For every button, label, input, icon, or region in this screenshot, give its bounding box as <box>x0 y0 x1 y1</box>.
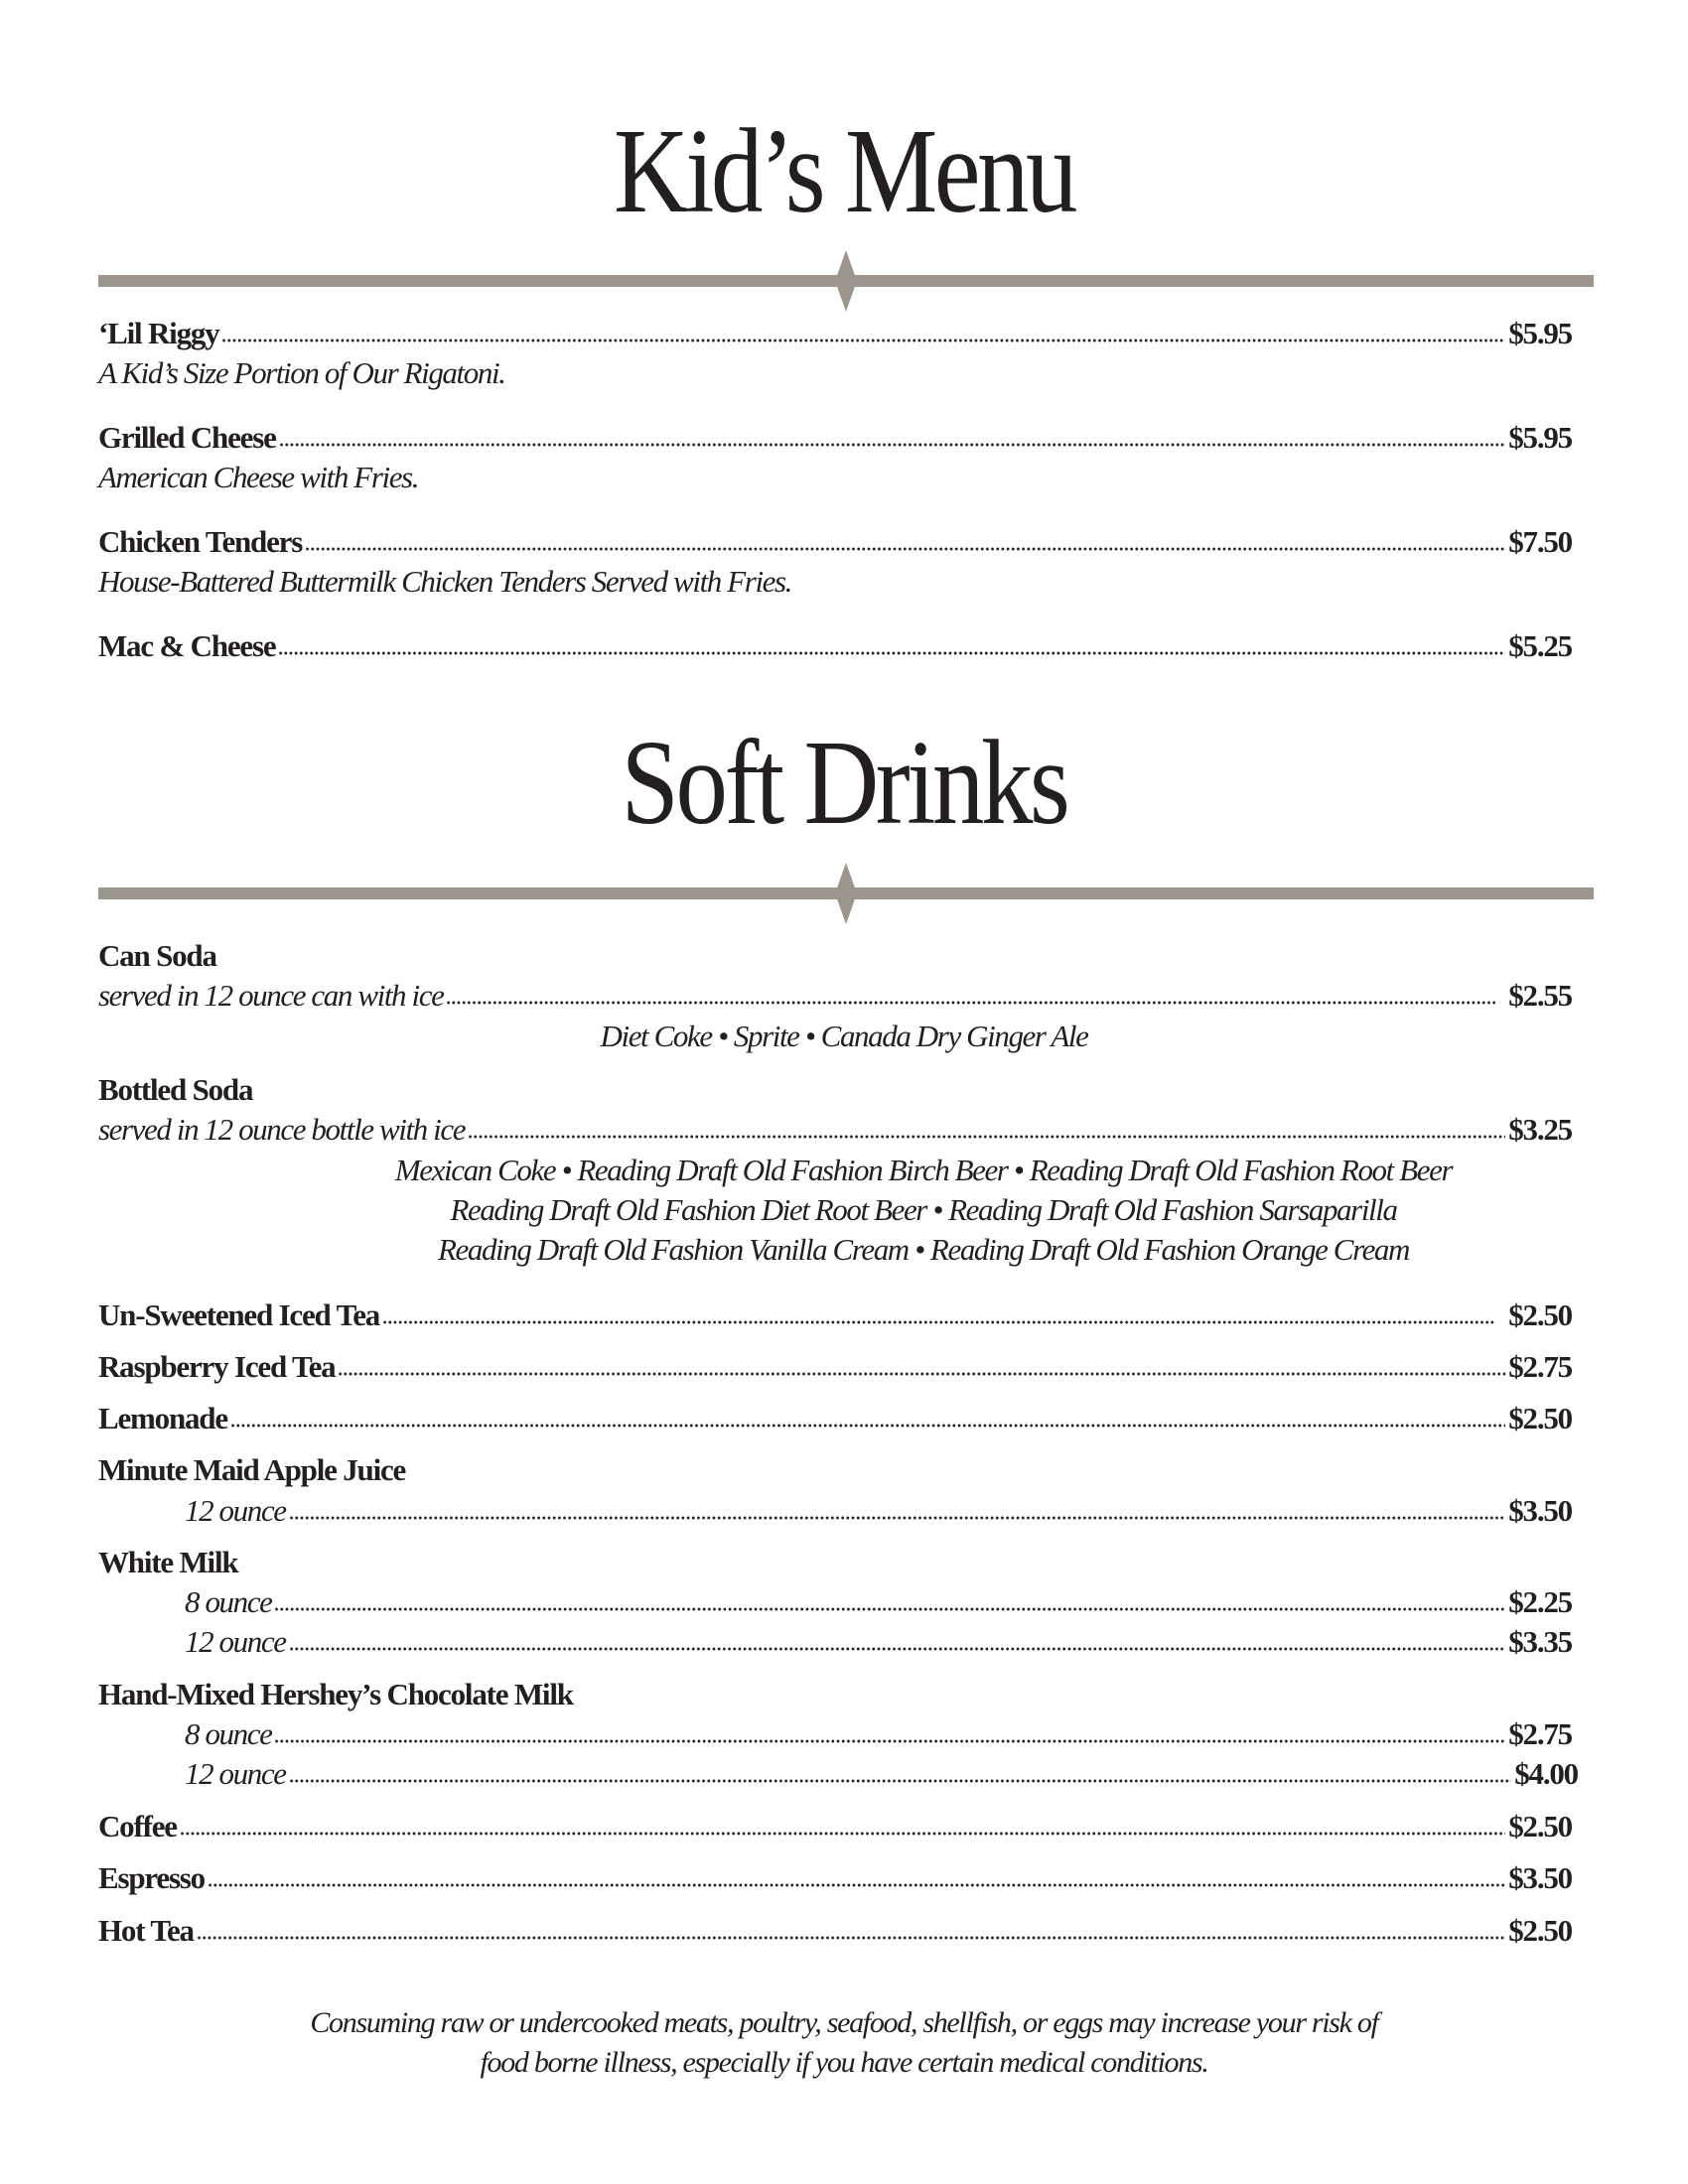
item-price: $2.25 <box>1508 1584 1572 1619</box>
size-label: 8 ounce <box>185 1716 272 1751</box>
item-name: Chicken Tenders <box>98 524 303 559</box>
item-price: $3.50 <box>1508 1493 1572 1528</box>
serving-description: served in 12 ounce bottle with ice <box>98 1112 466 1147</box>
size-label: 12 ounce <box>185 1624 286 1659</box>
item-price: $5.25 <box>1508 628 1572 663</box>
bottled-soda-options-line: Mexican Coke • Reading Draft Old Fashion Birch Beer • Reading Draft Old Fashion Root Beer <box>394 1153 1453 1187</box>
item-description: A Kid’s Size Portion of Our Rigatoni. <box>98 355 505 390</box>
item-price: $3.50 <box>1508 1860 1572 1895</box>
section-divider <box>98 887 1594 899</box>
dot-leader <box>468 1135 1505 1139</box>
dot-leader <box>289 1516 1506 1520</box>
menu-item-lemonade <box>98 1401 1572 1440</box>
size-option <box>185 1624 1572 1664</box>
bottled-soda-options-line: Reading Draft Old Fashion Diet Root Beer • Reading Draft Old Fashion Sarsaparilla <box>450 1192 1397 1227</box>
item-price: $2.75 <box>1508 1716 1572 1751</box>
item-name: Lemonade <box>98 1401 227 1435</box>
item-name-bottled-soda: Bottled Soda <box>98 1072 253 1107</box>
item-name-chocolate-milk: Hand-Mixed Hershey’s Chocolate Milk <box>98 1677 573 1711</box>
dot-leader <box>180 1832 1505 1836</box>
can-soda-options: Diet Coke • Sprite • Canada Dry Ginger Ale <box>600 1019 1088 1053</box>
menu-item-raspberry-iced-tea <box>98 1349 1572 1389</box>
item-price: $2.50 <box>1508 1401 1572 1435</box>
item-name-white-milk: White Milk <box>98 1545 238 1579</box>
item-price: $2.75 <box>1508 1349 1572 1384</box>
soft-drinks-title: Soft Drinks <box>621 716 1067 850</box>
item-price: $3.25 <box>1508 1112 1572 1147</box>
item-name: Grilled Cheese <box>98 420 276 455</box>
dot-leader <box>278 651 1505 655</box>
dot-leader <box>208 1883 1505 1887</box>
item-price: $5.95 <box>1508 316 1572 350</box>
dot-leader <box>289 1647 1506 1651</box>
serving-description: served in 12 ounce can with ice <box>98 978 444 1013</box>
size-option <box>185 1716 1572 1756</box>
item-name: ‘Lil Riggy <box>98 316 219 350</box>
dot-leader <box>289 1779 1512 1783</box>
dot-leader <box>305 547 1505 551</box>
dot-leader <box>446 1001 1495 1005</box>
dot-leader <box>274 1607 1505 1611</box>
menu-item-hot-tea <box>98 1913 1572 1953</box>
item-name-can-soda: Can Soda <box>98 938 216 973</box>
kids-menu-title: Kid’s Menu <box>614 104 1074 238</box>
section-divider <box>98 275 1594 287</box>
menu-item-can-soda <box>98 978 1572 1018</box>
item-price: $2.50 <box>1508 1297 1572 1332</box>
item-name: Un-Sweetened Iced Tea <box>98 1297 380 1332</box>
item-description: House-Battered Buttermilk Chicken Tenders Served with Fries. <box>98 564 792 599</box>
menu-item-bottled-soda <box>98 1112 1572 1152</box>
size-label: 8 ounce <box>185 1584 272 1619</box>
dot-leader <box>230 1424 1505 1428</box>
item-name: Coffee <box>98 1809 177 1843</box>
item-price: $3.35 <box>1508 1624 1572 1659</box>
size-option <box>185 1584 1572 1624</box>
disclaimer-line: Consuming raw or undercooked meats, poultry, seafood, shellfish, or eggs may increase your risk of <box>310 2006 1378 2039</box>
menu-item-coffee <box>98 1809 1572 1848</box>
diamond-ornament-icon <box>835 863 857 924</box>
size-option <box>185 1756 1578 1796</box>
menu-item-espresso <box>98 1860 1572 1900</box>
dot-leader <box>274 1739 1505 1743</box>
dot-leader <box>279 443 1506 447</box>
item-name: Hot Tea <box>98 1913 194 1948</box>
item-name-apple-juice: Minute Maid Apple Juice <box>98 1452 406 1487</box>
dot-leader <box>197 1936 1505 1940</box>
item-description: American Cheese with Fries. <box>98 460 419 494</box>
item-name: Mac & Cheese <box>98 628 276 663</box>
item-price: $2.50 <box>1508 1913 1572 1948</box>
menu-item-grilled-cheese <box>98 420 1572 460</box>
item-name: Raspberry Iced Tea <box>98 1349 336 1384</box>
diamond-ornament-icon <box>835 250 857 312</box>
menu-item-chicken-tenders <box>98 524 1572 564</box>
item-price: $4.00 <box>1514 1756 1578 1791</box>
item-price: $7.50 <box>1508 524 1572 559</box>
bottled-soda-options-line: Reading Draft Old Fashion Vanilla Cream • Reading Draft Old Fashion Orange Cream <box>437 1232 1410 1267</box>
item-price: $5.95 <box>1508 420 1572 455</box>
dot-leader <box>338 1372 1505 1376</box>
item-price: $2.50 <box>1508 1809 1572 1843</box>
item-price: $2.55 <box>1508 978 1572 1013</box>
size-option <box>185 1493 1572 1533</box>
dot-leader <box>221 339 1505 342</box>
item-name: Espresso <box>98 1860 205 1895</box>
dot-leader <box>382 1320 1495 1324</box>
menu-item-lil-riggy <box>98 316 1572 355</box>
food-safety-disclaimer <box>0 2003 1688 2083</box>
size-label: 12 ounce <box>185 1756 286 1791</box>
menu-item-mac-and-cheese <box>98 628 1572 668</box>
menu-item-unsweetened-iced-tea <box>98 1297 1572 1337</box>
size-label: 12 ounce <box>185 1493 286 1528</box>
disclaimer-line: food borne illness, especially if you have certain medical conditions. <box>480 2046 1208 2079</box>
